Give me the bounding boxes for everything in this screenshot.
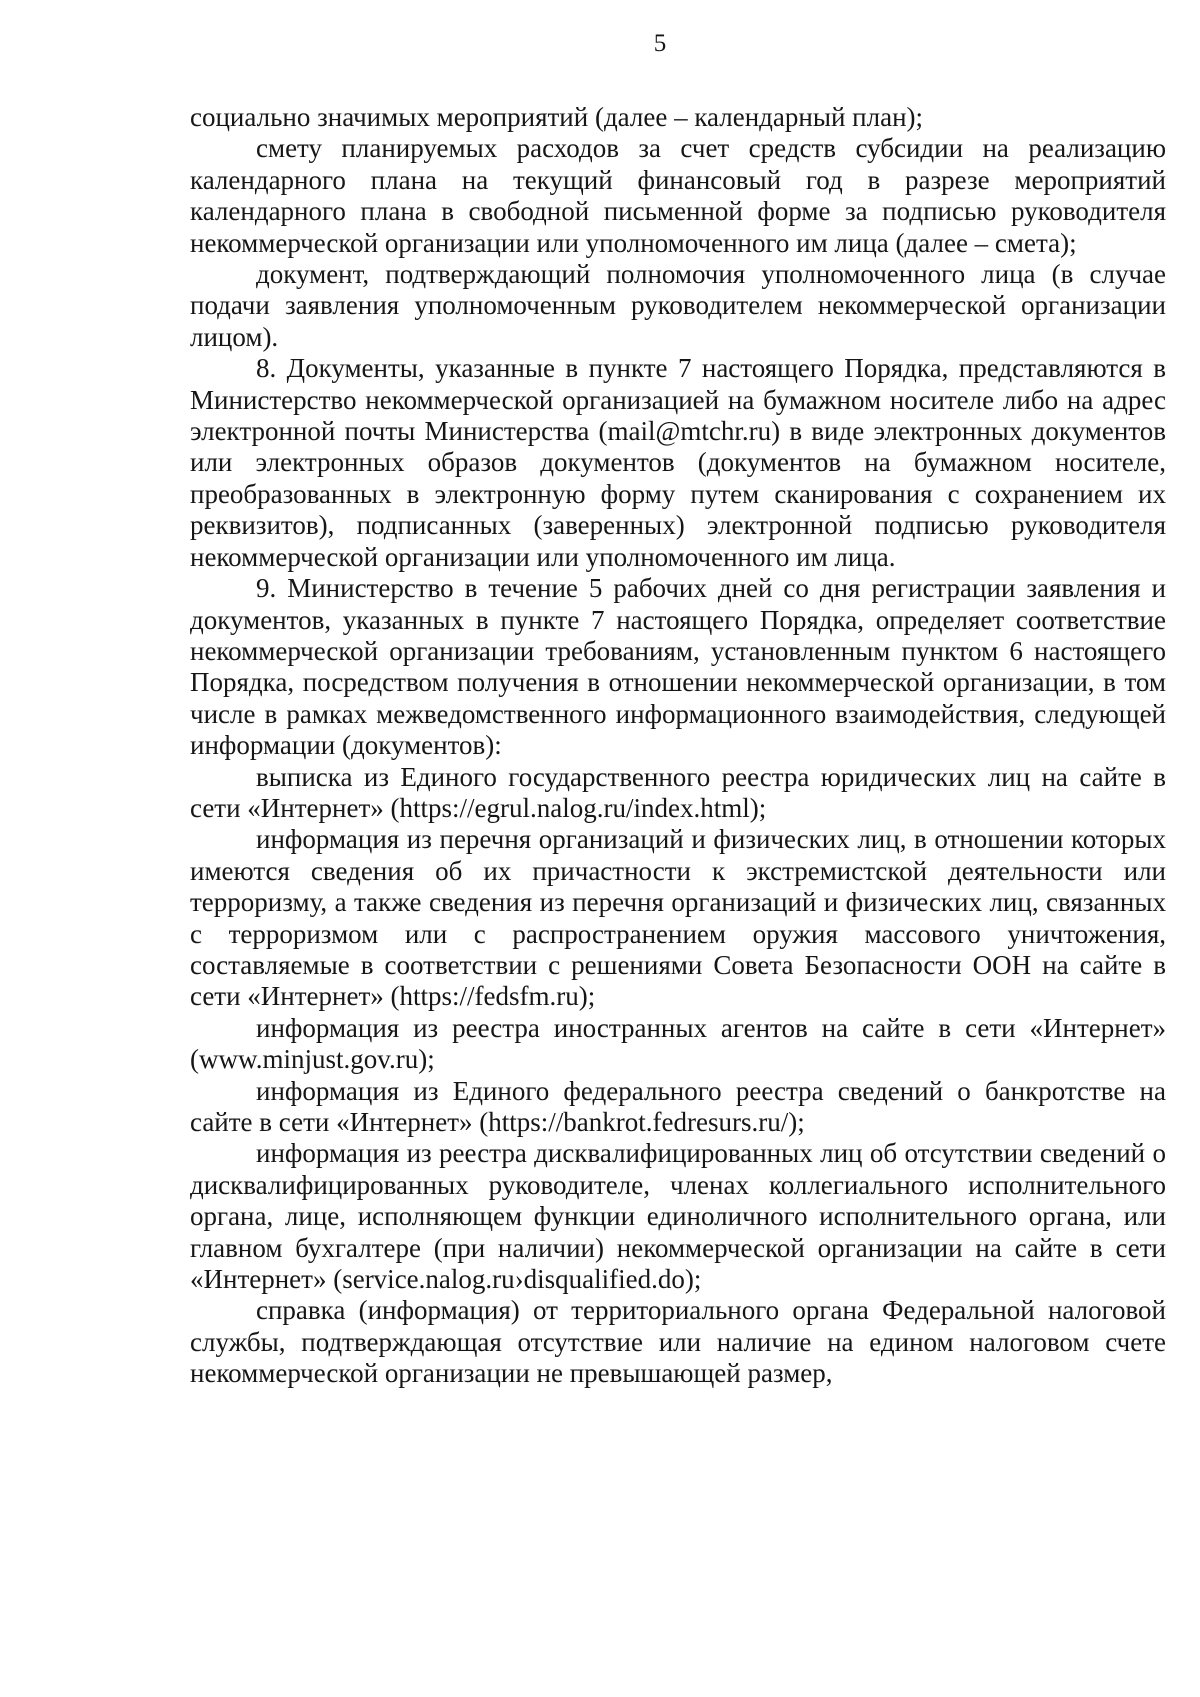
page-number: 5 [653,30,667,57]
paragraph-9: информация из Единого федерального реестра сведений о банкротстве на сайте в сети «Интернет» (https://bankrot.fedresurs.ru/); [190,1075,1166,1137]
paragraph-11: справка (информация) от территориального органа Федеральной налоговой службы, подтверждающая отсутствие или наличие на едином налоговом счете некоммерческой организации не превышающей размер, [190,1295,1166,1389]
paragraph-4: 8. Документы, указанные в пункте 7 настоящего Порядка, представляются в Министерство некоммерческой организацией на бумажном носителе либо на адрес электронной почты Министерства (mail@mtchr.ru) в виде электронных документов или электронных образов документов (документов на бумажном носителе, преобразованных в электронную форму путем сканирования с сохранением их реквизитов), подписанных (заверенных) электронной подписью руководителя некоммерческой организации или уполномоченного им лица. [190,353,1166,572]
paragraph-6: выписка из Единого государственного реестра юридических лиц на сайте в сети «Интернет» (https://egrul.nalog.ru/index.html); [190,761,1166,823]
paragraph-3: документ, подтверждающий полномочия уполномоченного лица (в случае подачи заявления уполномоченным руководителем некоммерческой организации лицом). [190,259,1166,352]
paragraph-1: социально значимых мероприятий (далее – календарный план); [190,102,924,132]
paragraph-2: смету планируемых расходов за счет средств субсидии на реализацию календарного плана на текущий финансовый год в разрезе мероприятий календарного плана в свободной письменной форме за подписью руководителя некоммерческой организации или уполномоченного им лица (далее – смета); [190,133,1166,258]
document-body [190,102,1166,1390]
paragraph-5: 9. Министерство в течение 5 рабочих дней со дня регистрации заявления и документов, указанных в пункте 7 настоящего Порядка, определяет соответствие некоммерческой организации требованиям, установленным пунктом 6 настоящего Порядка, посредством получения в отношении некоммерческой организации, в том числе в рамках межведомственного информационного взаимодействия, следующей информации (документов): [190,573,1166,761]
paragraph-8: информация из реестра иностранных агентов на сайте в сети «Интернет» (www.minjust.gov.ru); [190,1012,1166,1075]
paragraph-7: информация из перечня организаций и физических лиц, в отношении которых имеются сведения об их причастности к экстремистской деятельности или терроризму, а также сведения из перечня организаций и физических лиц, связанных с терроризмом или с распространением оружия массового уничтожения, составляемые в соответствии с решениями Совета Безопасности ООН на сайте в сети «Интернет» (https://fedsfm.ru); [190,824,1166,1012]
paragraph-10: информация из реестра дисквалифицированных лиц об отсутствии сведений о дисквалифицированных руководителе, членах коллегиального исполнительного органа, лице, исполняющем функции единоличного исполнительного органа, или главном бухгалтере (при наличии) некоммерческой организации на сайте в сети «Интернет» (service.nalog.ru›disqualified.do); [190,1138,1166,1295]
